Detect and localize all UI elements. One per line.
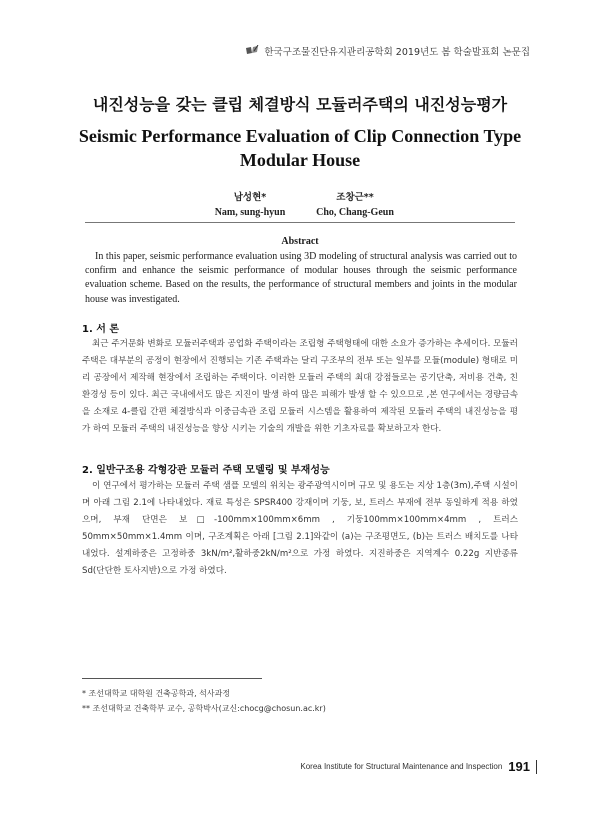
footer-divider: [536, 760, 537, 774]
abstract-heading: Abstract: [281, 236, 319, 247]
author-2: [295, 189, 415, 218]
title-english: Seismic Performance Evaluation of Clip Connection Type Modular House: [78, 126, 522, 170]
title-korean: 내진성능을 갖는 클립 체결방식 모듈러주택의 내진성능평가: [92, 95, 508, 114]
footnote-rule: [82, 678, 262, 679]
page-footer: [300, 759, 537, 774]
author-1-english: Nam, sung-hyun: [214, 207, 286, 218]
footer-institute: Korea Institute for Structural Maintenance and Inspection: [300, 762, 503, 771]
footnote-2: ** 조선대학교 건축학부 교수, 공학박사(교신:chocg@chosun.ac.kr): [82, 704, 326, 713]
footnote-1: * 조선대학교 대학원 건축공학과, 석사과정: [82, 689, 231, 698]
author-2-korean: 조창근**: [336, 192, 374, 203]
page-number: 191: [508, 759, 530, 774]
author-2-english: Cho, Chang-Geun: [316, 207, 394, 218]
journal-header-text: 한국구조물진단유지관리공학회 2019년도 봄 학술발표회 논문집: [264, 47, 530, 58]
section-1-body: 최근 주거문화 변화로 모듈러주택과 공업화 주택이라는 조립형 주택형태에 대한 소요가 증가하는 추세이다. 모듈러주택은 대부분의 공정이 현장에서 진행되는 기존 주택과는 달리 구조부의 전부 또는 일부를 모듈(module) 형태로 미리 공장에서 제작해 현장에서 조립하는 주택이다. 이러한 모듈러 주택의 최대 강점들로는 공기단축, 저비용 건축, 친환경성 등이 있다. 최근 국내에서도 많은 지진이 발생 하여 많은 피해가 발생 할 수 있으므로 ,본 연구에서는 경량금속을 소재로 4-클립 간편 체결방식과 이중금속관 조립 모듈러 시스템을 활용하여 제작된 모듈러 주택의 내진성능을 평가 하여 모듈러 주택의 내진성능을 향상 시키는 기술의 개발을 위한 기초자료를 확보하고자 한다.: [82, 339, 518, 434]
author-1-korean: 남성현*: [233, 192, 267, 203]
section-2-title: 2. 일반구조용 각형강관 모듈러 주택 모델링 및 부재성능: [82, 465, 330, 476]
divider-rule: [85, 222, 515, 223]
book-pen-icon: [245, 45, 259, 58]
abstract-text: In this paper, seismic performance evaluation using 3D modeling of structural analysis was carried out to confirm and enhance the seismic performance of modular houses through the seismic performance evaluation scheme. Based on the results, the performance of structural members and joints in the modular house was investigated.: [85, 251, 517, 305]
section-1-title: 1. 서 론: [82, 324, 120, 335]
section-2-body: 이 연구에서 평가하는 모듈러 주택 샘플 모델의 위치는 광주광역시이며 규모 및 용도는 지상 1층(3m),주택 시설이며 아래 그림 2.1에 나타내었다. 재료 특성은 SPSR400 강재이며 기둥, 보, 트러스 부재에 전부 동일하게 적용 하였으며, 부재 단면은 보□-100mm×100mm×6mm , 기둥100mm×100mm×4mm , 트러스 50mm×50mm×1.4mm 이며, 구조계획은 아래 [그림 2.1]와같이 (a)는 구조평면도, (b)는 트러스 배치도를 나타내었다. 설계하중은 고정하중 3kN/m²,활하중2kN/m²으로 가정 하였다. 지진하중은 지역계수 0.22g 지반종류 Sd(단단한 토사지반)으로 가정 하였다.: [82, 481, 518, 576]
journal-header: [245, 44, 530, 58]
author-1: [195, 189, 305, 218]
